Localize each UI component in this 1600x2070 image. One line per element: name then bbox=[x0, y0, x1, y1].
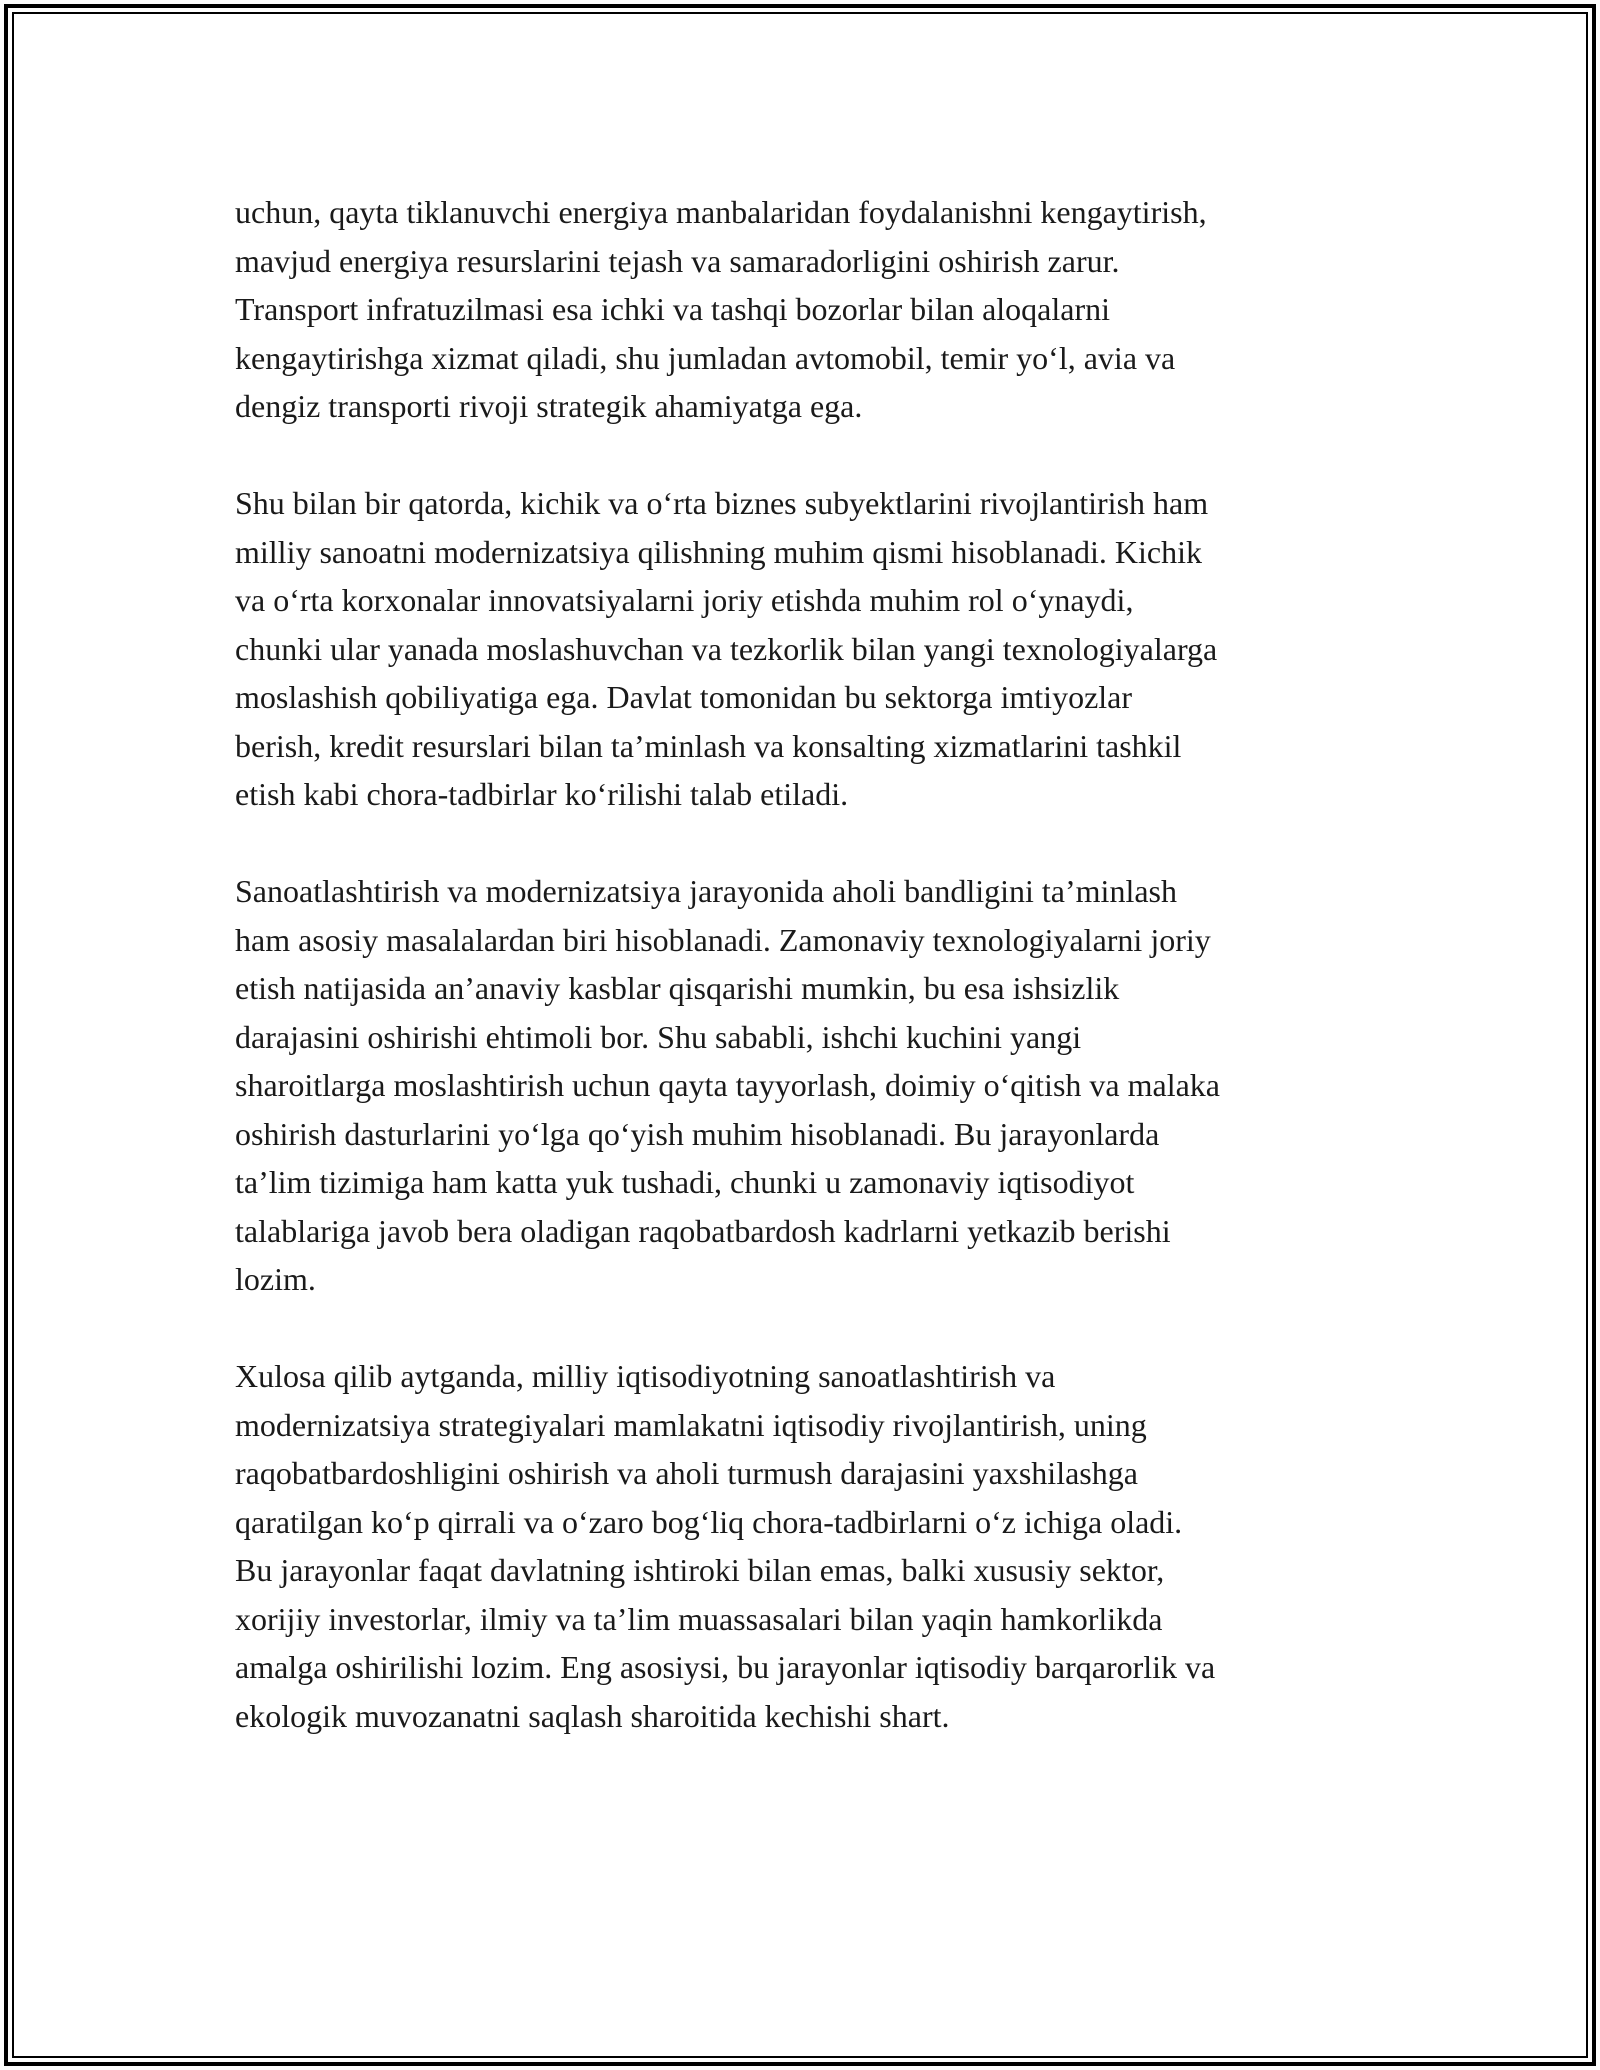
paragraph-energy-transport: uchun, qayta tiklanuvchi energiya manbalaridan foydalanishni kengaytirish, mavjud energiya resurslarini tejash va samaradorligini oshirish zarur. Transport infratuzilmasi esa ichki va tashqi bozorlar bilan aloqalarni kengaytirishga xizmat qiladi, shu jumladan avtomobil, temir yo‘l, avia va dengiz transporti rivoji strategik ahamiyatga ega. bbox=[235, 194, 1207, 424]
paragraph-conclusion: Xulosa qilib aytganda, milliy iqtisodiyotning sanoatlashtirish va modernizatsiya strategiyalari mamlakatni iqtisodiy rivojlantirish, uning raqobatbardoshligini oshirish va aholi turmush darajasini yaxshilashga qaratilgan ko‘p qirrali va o‘zaro bog‘liq chora-tadbirlarni o‘z ichiga oladi. Bu jarayonlar faqat davlatning ishtiroki bilan emas, balki xususiy sektor, xorijiy investorlar, ilmiy va ta’lim muassasalari bilan yaqin hamkorlikda amalga oshirilishi lozim. Eng asosiysi, bu jarayonlar iqtisodiy barqarorlik va ekologik muvozanatni saqlash sharoitida kechishi shart. bbox=[235, 1358, 1216, 1734]
paragraph-small-business: Shu bilan bir qatorda, kichik va o‘rta biznes subyektlarini rivojlantirish ham milliy sanoatni modernizatsiya qilishning muhim qismi hisoblanadi. Kichik va o‘rta korxonalar innovatsiyalarni joriy etishda muhim rol o‘ynaydi, chunki ular yanada moslashuvchan va tezkorlik bilan yangi texnologiyalarga moslashish qobiliyatiga ega. Davlat tomonidan bu sektorga imtiyozlar berish, kredit resurslari bilan ta’minlash va konsalting xizmatlarini tashkil etish kabi chora-tadbirlar ko‘rilishi talab etiladi. bbox=[235, 485, 1218, 812]
paragraph-employment: Sanoatlashtirish va modernizatsiya jarayonida aholi bandligini ta’minlash ham asosiy masalalardan biri hisoblanadi. Zamonaviy texnologiyalarni joriy etish natijasida an’anaviy kasblar qisqarishi mumkin, bu esa ishsizlik darajasini oshirishi ehtimoli bor. Shu sababli, ishchi kuchini yangi sharoitlarga moslashtirish uchun qayta tayyorlash, doimiy o‘qitish va malaka oshirish dasturlarini yo‘lga qo‘yish muhim hisoblanadi. Bu jarayonlarda ta’lim tizimiga ham katta yuk tushadi, chunki u zamonaviy iqtisodiyot talablariga javob bera oladigan raqobatbardosh kadrlarni yetkazib berishi lozim. bbox=[235, 873, 1220, 1297]
document-body bbox=[235, 188, 1375, 1789]
